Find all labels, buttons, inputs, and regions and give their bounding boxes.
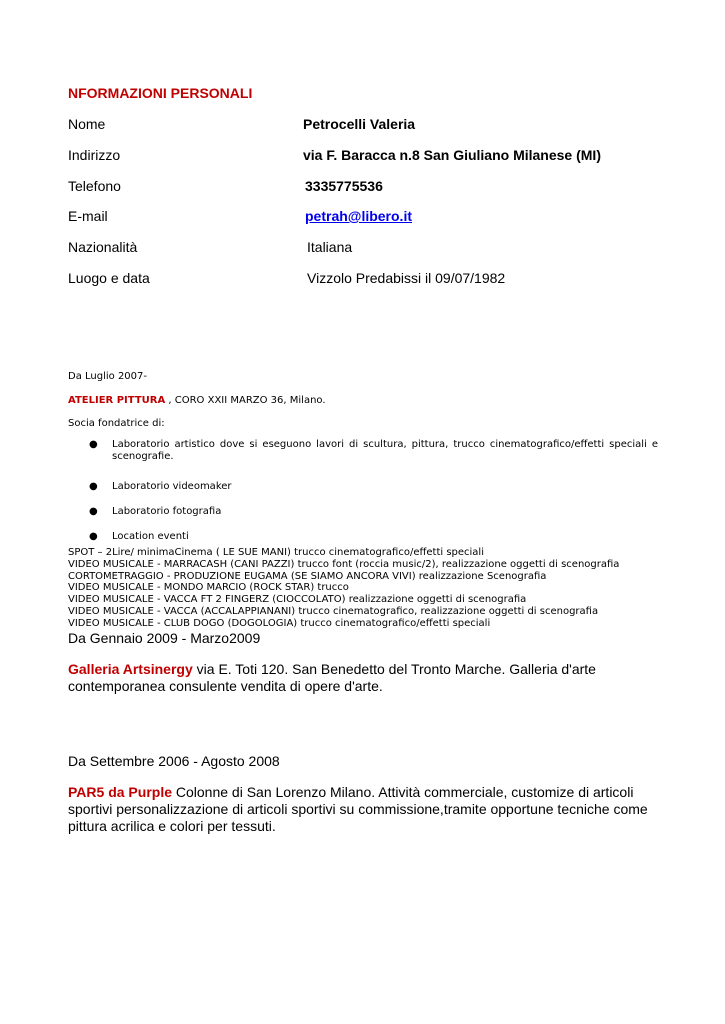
project-item: VIDEO MUSICALE - VACCA (ACCALAPPIANANI) trucco cinematografico, realizzazione oggetti di scenografia	[68, 605, 599, 617]
project-item: CORTOMETRAGGIO - PRODUZIONE EUGAMA (SE SIAMO ANCORA VIVI) realizzazione Scenografia	[68, 570, 547, 582]
list-item	[68, 506, 658, 518]
value-nazionalita: Italiana	[307, 239, 353, 255]
label-luogo-data: Luogo e data	[68, 270, 150, 286]
exp3-description	[68, 784, 663, 835]
exp1-project-list	[68, 547, 619, 630]
label-nome: Nome	[68, 116, 106, 132]
project-item: VIDEO MUSICALE - MARRACASH (CANI PAZZI) trucco font (roccia music/2), realizzazione oggetti di scenografia	[68, 558, 620, 570]
project-item: SPOT – 2Lire/ minimaCinema ( LE SUE MANI) trucco cinematografico/effetti speciali	[68, 547, 484, 558]
list-item	[68, 481, 658, 493]
project-item: VIDEO MUSICALE - MONDO MARCIO (ROCK STAR) trucco	[68, 582, 349, 594]
exp1-company: ATELIER PITTURA	[68, 395, 166, 406]
bullet-text: Laboratorio fotografia	[112, 506, 222, 517]
label-telefono: Telefono	[68, 178, 121, 194]
bullet-icon: ●	[89, 439, 98, 450]
label-indirizzo: Indirizzo	[68, 147, 121, 163]
value-luogo-data: Vizzolo Predabissi il 09/07/1982	[307, 270, 506, 286]
bullet-text: Laboratorio videomaker	[112, 481, 232, 492]
value-telefono: 3335775536	[305, 178, 383, 194]
exp2-text: via E. Toti 120. San Benedetto del Tronto Marche. Galleria d'arte contemporanea consulente vendita di opere d'arte.	[68, 661, 596, 694]
project-item: VIDEO MUSICALE - VACCA FT 2 FINGERZ (CIOCCOLATO) realizzazione oggetti di scenografia	[68, 594, 527, 606]
list-item	[68, 531, 658, 543]
label-email: E-mail	[68, 208, 108, 224]
exp3-company: PAR5 da Purple	[68, 784, 172, 800]
exp3-period: Da Settembre 2006 - Agosto 2008	[68, 753, 280, 769]
exp2-company: Galleria Artsinergy	[68, 661, 193, 677]
bullet-icon: ●	[89, 531, 98, 542]
value-nome: Petrocelli Valeria	[303, 116, 416, 132]
email-link[interactable]: petrah@libero.it	[305, 208, 412, 224]
project-item: VIDEO MUSICALE - CLUB DOGO (DOGOLOGIA) trucco cinematografico/effetti speciali	[68, 617, 491, 629]
list-item	[68, 439, 658, 463]
exp2-period: Da Gennaio 2009 - Marzo2009	[68, 630, 261, 646]
exp1-company-line	[68, 395, 326, 406]
value-indirizzo: via F. Baracca n.8 San Giuliano Milanese (MI)	[303, 147, 601, 163]
label-nazionalita: Nazionalità	[68, 239, 138, 255]
bullet-text: Location eventi	[112, 531, 189, 542]
section-heading-personal: NFORMAZIONI PERSONALI	[68, 85, 253, 101]
bullet-icon: ●	[89, 481, 98, 492]
bullet-text: Laboratorio artistico dove si eseguono lavori di scultura, pittura, trucco cinematografico/effetti speciali e scenografie.	[112, 439, 658, 462]
exp3-text: Colonne di San Lorenzo Milano. Attività commerciale, customize di articoli sportivi personalizzazione di articoli sportivi su commissione,tramite opportune tecniche come pittura acrilica e colori per tessuti.	[68, 784, 648, 834]
exp1-bullet-list	[68, 439, 658, 543]
exp1-intro: Socia fondatrice di:	[68, 418, 165, 429]
bullet-icon: ●	[89, 506, 98, 517]
exp2-description	[68, 661, 668, 695]
exp1-period: Da Luglio 2007-	[68, 371, 147, 382]
exp1-address: , CORO XXII MARZO 36, Milano.	[165, 395, 326, 406]
